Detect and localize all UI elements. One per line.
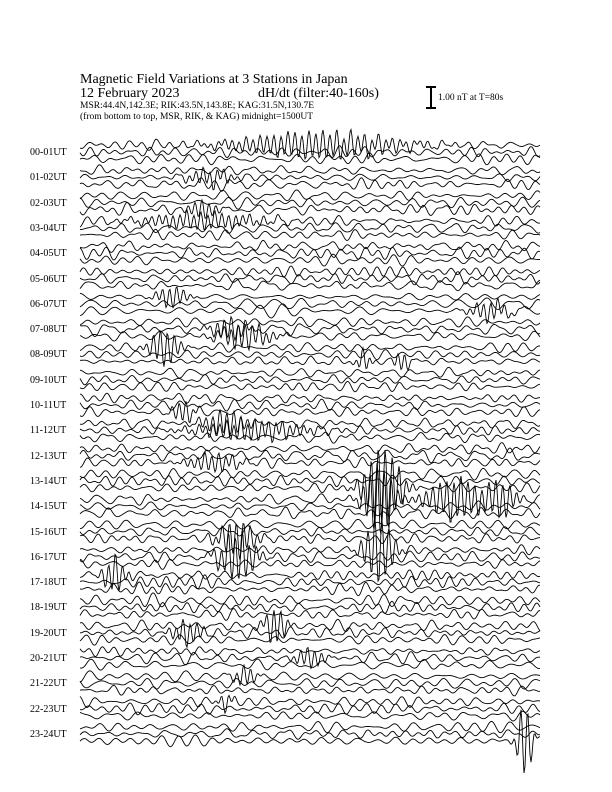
trace-rik-hour-0 (80, 146, 540, 158)
trace-kag-hour-23 (80, 721, 540, 732)
trace-rik-hour-17 (80, 575, 540, 589)
trace-kag-hour-22 (80, 695, 540, 713)
trace-msr-hour-21 (80, 685, 540, 696)
station-order-note: (from bottom to top, MSR, RIK, & KAG) midnight=1500UT (80, 112, 314, 122)
trace-kag-hour-5 (80, 266, 540, 277)
hour-label: 09-10UT (30, 374, 67, 386)
hour-label: 04-05UT (30, 248, 67, 260)
trace-rik-hour-3 (80, 223, 540, 234)
trace-rik-hour-12 (80, 448, 540, 463)
hour-label: 12-13UT (30, 450, 67, 462)
hour-label: 15-16UT (30, 526, 67, 538)
trace-msr-hour-3 (80, 229, 540, 240)
trace-kag-hour-0 (80, 130, 540, 159)
trace-rik-hour-2 (80, 197, 540, 209)
trace-rik-hour-6 (80, 298, 540, 310)
hour-label: 03-04UT (30, 222, 67, 234)
trace-rik-hour-22 (80, 703, 540, 715)
trace-rik-hour-15 (80, 526, 540, 536)
hour-label: 19-20UT (30, 627, 67, 639)
hour-label: 16-17UT (30, 551, 67, 563)
trace-msr-hour-4 (80, 254, 540, 266)
trace-rik-hour-10 (80, 399, 540, 411)
trace-msr-hour-19 (80, 635, 540, 646)
hour-label: 22-23UT (30, 703, 67, 715)
station-coordinates: MSR:44.4N,142.3E; RIK:43.5N,143.8E; KAG:31.5N,130.7E (80, 101, 315, 111)
trace-msr-hour-5 (80, 278, 540, 290)
filter-label: dH/dt (filter:40-160s) (258, 86, 379, 101)
scale-label: 1.00 nT at T=80s (438, 93, 504, 103)
hour-label: 10-11UT (30, 400, 67, 411)
hour-label: 13-14UT (30, 475, 67, 487)
chart-title: Magnetic Field Variations at 3 Stations in Japan (80, 72, 348, 87)
hour-label: 08-09UT (30, 349, 67, 361)
hour-label: 02-03UT (30, 197, 67, 209)
trace-kag-hour-1 (80, 165, 540, 175)
hour-label: 14-15UT (30, 501, 67, 513)
hour-label: 11-12UT (30, 425, 67, 437)
trace-kag-hour-13 (80, 468, 540, 480)
trace-msr-hour-10 (80, 401, 540, 422)
hour-label: 18-19UT (30, 602, 67, 614)
trace-msr-hour-11 (80, 432, 540, 443)
trace-msr-hour-22 (80, 711, 540, 721)
hour-label: 23-24UT (30, 728, 67, 740)
trace-msr-hour-23 (80, 710, 540, 773)
trace-kag-hour-6 (80, 287, 540, 308)
trace-kag-hour-3 (80, 210, 540, 230)
chart-date: 12 February 2023 (80, 86, 180, 101)
hour-label: 00-01UT (30, 147, 67, 158)
hour-label: 05-06UT (30, 273, 67, 285)
trace-kag-hour-10 (80, 393, 540, 403)
hour-label: 21-22UT (30, 678, 67, 690)
trace-msr-hour-18 (80, 609, 540, 621)
trace-msr-hour-1 (80, 178, 540, 192)
trace-msr-hour-7 (80, 324, 540, 350)
trace-msr-hour-2 (80, 200, 540, 218)
hour-label: 20-21UT (30, 653, 67, 664)
hour-label: 07-08UT (30, 324, 67, 336)
trace-kag-hour-12 (80, 443, 540, 454)
trace-kag-hour-9 (80, 367, 540, 378)
trace-msr-hour-9 (80, 381, 540, 391)
trace-msr-hour-0 (80, 153, 540, 165)
hour-label: 17-18UT (30, 577, 67, 589)
trace-kag-hour-20 (80, 647, 540, 657)
trace-msr-hour-15 (80, 524, 540, 560)
hour-label: 01-02UT (30, 172, 67, 184)
trace-kag-hour-7 (80, 317, 540, 327)
trace-rik-hour-18 (80, 601, 540, 613)
trace-msr-hour-16 (80, 559, 540, 569)
trace-kag-hour-4 (80, 240, 540, 252)
trace-rik-hour-9 (80, 375, 540, 385)
trace-rik-hour-21 (80, 678, 540, 689)
hour-label: 06-07UT (30, 298, 67, 310)
